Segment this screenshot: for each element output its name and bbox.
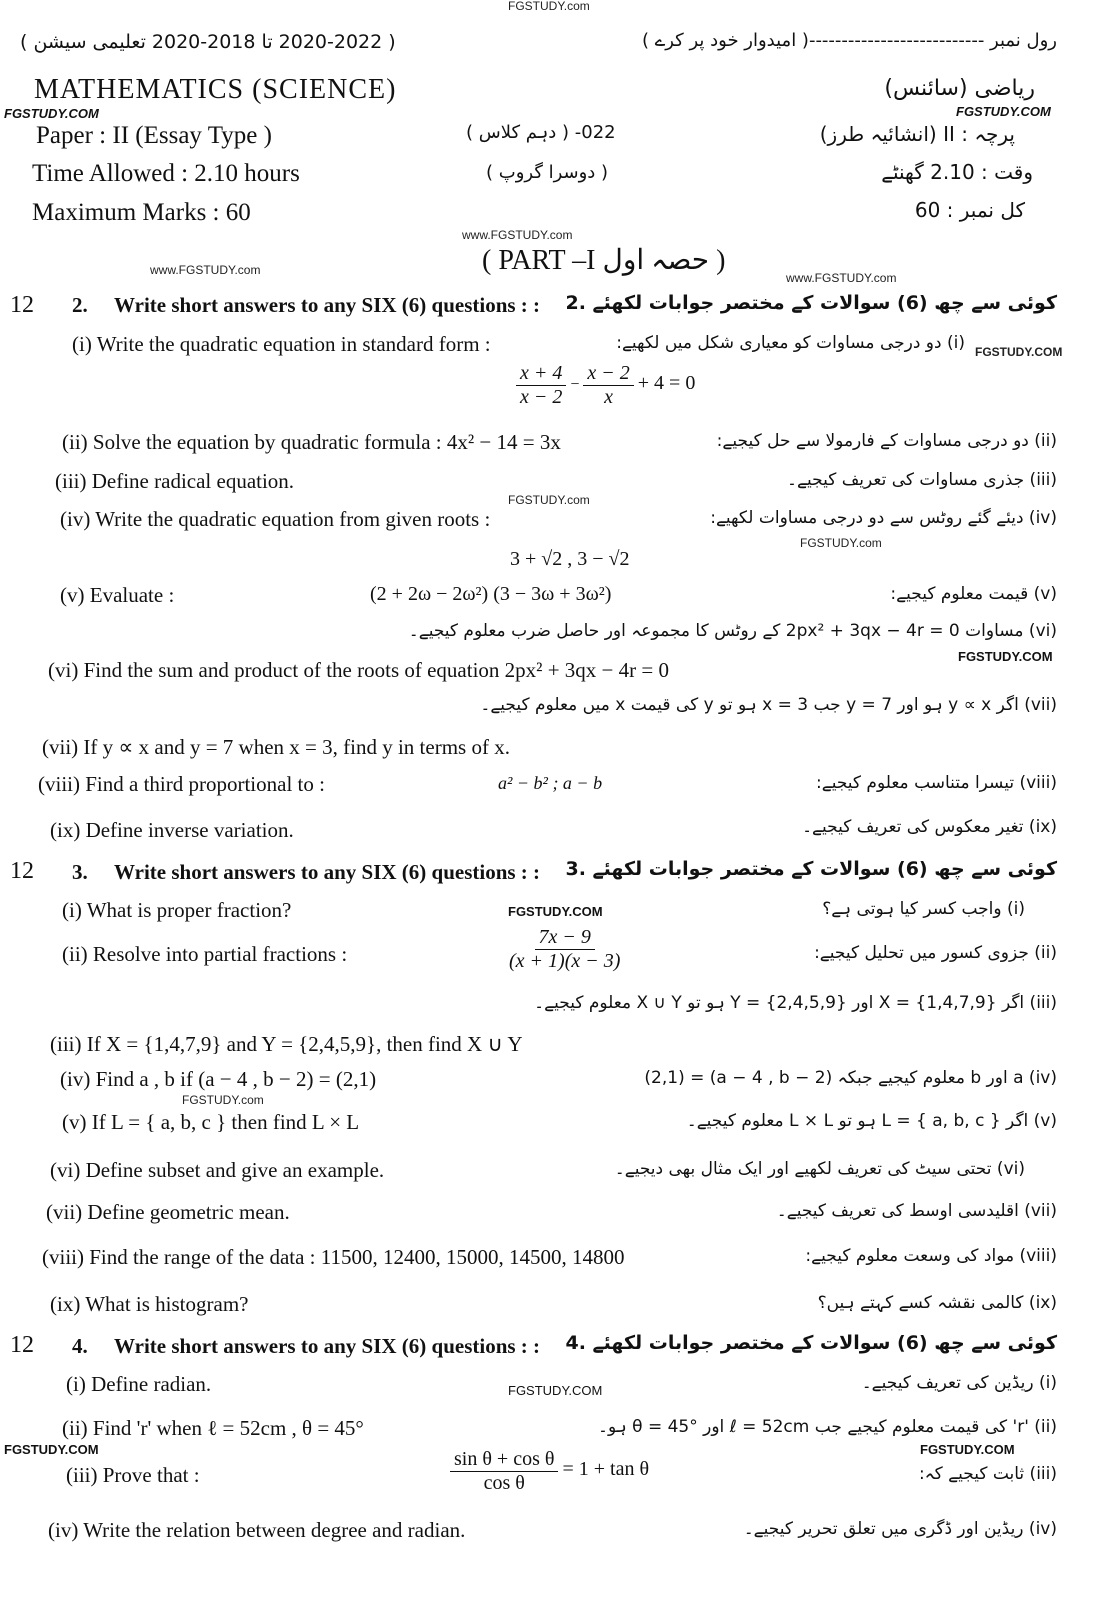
q4-item-urdu: (i) ریڈین کی تعریف کیجیے۔ — [861, 1373, 1057, 1393]
q3-item: (ii) Resolve into partial fractions : — [62, 942, 348, 966]
q4-title-urdu: کوئی سے چھ (6) سوالات کے مختصر جوابات لکھئے .4 — [565, 1332, 1057, 1354]
numerator: x + 4 — [516, 362, 566, 386]
q3-item-urdu: (vi) تحتی سیٹ کی تعریف لکھیے اور ایک مثال بھی دیجیے۔ — [614, 1159, 1025, 1179]
group-label: ( دوسرا گروپ ) — [486, 162, 609, 183]
given-roots: 3 + √2 , 3 − √2 — [510, 548, 630, 570]
paper-info-urdu: پرچہ : II (انشائیہ طرز) — [819, 122, 1015, 146]
denominator: (x + 1)(x − 3) — [509, 950, 621, 972]
q2-item: (iii) Define radical equation. — [55, 469, 295, 493]
q3-item-urdu: (v) اگر L = { a, b, c } ہو تو L × L معلوم کیجیے۔ — [686, 1111, 1057, 1131]
q3-item: (v) If L = { a, b, c } then find L × L — [62, 1110, 360, 1134]
q4-item: (ii) Find 'r' when ℓ = 52cm , θ = 45° — [62, 1416, 364, 1440]
q2-item: (viii) Find a third proportional to : — [38, 772, 325, 796]
watermark: FGSTUDY.com — [508, 493, 590, 507]
q4-item-urdu: (iii) ثابت کیجیے کہ: — [918, 1464, 1057, 1484]
identity-rhs: = 1 + tan θ — [562, 1458, 650, 1481]
q2-item: (i) Write the quadratic equation in standard form : — [72, 332, 491, 356]
watermark: FGSTUDY.com — [800, 536, 882, 550]
numerator: 7x − 9 — [535, 926, 595, 950]
subject-title-urdu: ریاضی (سائنس) — [884, 76, 1035, 101]
watermark: FGSTUDY.com — [182, 1093, 264, 1107]
q3-item-urdu: (vii) اقلیدسی اوسط کی تعریف کیجیے۔ — [776, 1201, 1057, 1221]
q3-title-urdu: کوئی سے چھ (6) سوالات کے مختصر جوابات لکھئے .3 — [565, 858, 1057, 880]
watermark: FGSTUDY.COM — [958, 649, 1053, 664]
q3-item: (iii) If X = {1,4,7,9} and Y = {2,4,5,9}, then find X ∪ Y — [50, 1032, 523, 1056]
q4-item: (iv) Write the relation between degree and radian. — [48, 1518, 466, 1542]
q3-item: (iv) Find a , b if (a − 4 , b − 2) = (2,1) — [60, 1067, 377, 1091]
q3-item-urdu: (ix) کالمی نقشہ کسے کہتے ہیں؟ — [817, 1293, 1057, 1313]
q2-item-urdu: (ix) تغیر معکوس کی تعریف کیجیے۔ — [802, 817, 1057, 837]
denominator: x — [604, 386, 614, 408]
watermark: FGSTUDY.COM — [4, 106, 99, 121]
watermark: FGSTUDY.COM — [508, 1383, 603, 1398]
q3-item: (viii) Find the range of the data : 11500, 12400, 15000, 14500, 14800 — [42, 1245, 625, 1269]
q3-item: (i) What is proper fraction? — [62, 898, 292, 922]
q3-item-urdu: (iii) اگر X = {1,4,7,9} اور Y = {2,4,5,9} ہو تو X ∪ Y معلوم کیجیے۔ — [534, 993, 1057, 1013]
roll-number-field: رول نمبر ---------------------------( امیدوار خود پر کرے ) — [641, 30, 1057, 51]
q2-item-urdu: (iv) دیئے گئے روٹس سے دو درجی مساوات لکھیے: — [710, 508, 1057, 528]
denominator: cos θ — [483, 1472, 525, 1494]
q2-item: (vii) If y ∝ x and y = 7 when x = 3, find y in terms of x. — [42, 735, 510, 759]
equation-rest: + 4 = 0 — [637, 372, 696, 395]
partial-fraction — [505, 926, 624, 973]
q4-item-urdu: (ii) 'r' کی قیمت معلوم کیجیے جب ℓ = 52cm اور θ = 45° ہو۔ — [598, 1417, 1057, 1437]
q2-item-urdu: (ii) دو درجی مساوات کے فارمولا سے حل کیجیے: — [716, 431, 1057, 451]
maximum-marks-urdu: کل نمبر : 60 — [914, 198, 1025, 222]
q4-item: (i) Define radian. — [66, 1372, 212, 1396]
time-allowed-urdu: وقت : 2.10 گھنٹے — [881, 160, 1033, 184]
q2-item: (vi) Find the sum and product of the roots of equation 2px² + 3qx − 4r = 0 — [48, 658, 669, 682]
prove-identity — [446, 1448, 649, 1495]
q3-marks: 12 — [10, 858, 34, 884]
watermark: FGSTUDY.COM — [508, 904, 603, 919]
q2-item-urdu: (iii) جذری مساوات کی تعریف کیجیے۔ — [787, 470, 1057, 490]
watermark: www.FGSTUDY.com — [786, 271, 897, 285]
watermark: FGSTUDY.com — [508, 0, 590, 13]
q3-number: 3. — [72, 860, 88, 884]
watermark: www.FGSTUDY.com — [150, 263, 261, 277]
q3-item: (vi) Define subset and give an example. — [50, 1158, 385, 1182]
q2-item-urdu: (vi) مساوات 2px² + 3qx − 4r = 0 کے روٹس کا مجموعہ اور حاصل ضرب معلوم کیجیے۔ — [408, 621, 1057, 641]
session-years — [20, 28, 396, 55]
time-allowed: Time Allowed : 2.10 hours — [32, 160, 300, 187]
numerator: sin θ + cos θ — [450, 1448, 558, 1472]
q2-item: (iv) Write the quadratic equation from given roots : — [60, 507, 491, 531]
watermark: FGSTUDY.COM — [975, 345, 1063, 359]
watermark: www.FGSTUDY.com — [462, 228, 573, 242]
equation-i: $\frac{x + 4}{x - 2}$ − $\frac{x - 2}{x}$ + 4 = 0 — [512, 362, 695, 409]
q2-title-urdu: کوئی سے چھ (6) سوالات کے مختصر جوابات لکھئے .2 — [565, 292, 1057, 314]
maximum-marks: Maximum Marks : 60 — [32, 199, 251, 226]
q2-item: (ii) Solve the equation by quadratic formula : 4x² − 14 = 3x — [62, 430, 561, 454]
evaluate-expression: (2 + 2ω − 2ω²) (3 − 3ω + 3ω²) — [370, 583, 612, 605]
q3-item-urdu: (i) واجب کسر کیا ہوتی ہے؟ — [822, 899, 1025, 919]
q3-item: (vii) Define geometric mean. — [46, 1200, 290, 1224]
third-proportional-terms: a² − b² ; a − b — [498, 773, 603, 793]
subject-title: MATHEMATICS (SCIENCE) — [34, 74, 397, 105]
watermark: FGSTUDY.COM — [956, 104, 1051, 119]
q3-item-urdu: (ii) جزوی کسور میں تحلیل کیجیے: — [814, 943, 1057, 963]
q2-item-urdu: (vii) اگر y ∝ x ہو اور y = 7 جب x = 3 ہو تو y کی قیمت x میں معلوم کیجیے۔ — [480, 695, 1057, 715]
q3-item-urdu: (iv) a اور b معلوم کیجیے جبکہ (a − 4 , b − 2) = (2,1) — [644, 1068, 1057, 1088]
q2-marks: 12 — [10, 292, 34, 318]
q2-title: Write short answers to any SIX (6) questions : : — [114, 293, 541, 317]
q3-title: Write short answers to any SIX (6) questions : : — [114, 860, 541, 884]
numerator: x − 2 — [583, 362, 633, 386]
q4-number: 4. — [72, 1334, 88, 1358]
q2-item: (v) Evaluate : — [60, 583, 175, 607]
watermark: FGSTUDY.COM — [4, 1442, 99, 1457]
paper-code: 022- ( دہم کلاس ) — [466, 122, 616, 143]
paper-info: Paper : II (Essay Type ) — [36, 122, 272, 149]
session-text: ( 2020-2022 تا 2018-2020 تعلیمی سیشن ) — [20, 31, 396, 53]
q4-item-urdu: (iv) ریڈین اور ڈگری میں تعلق تحریر کیجیے۔ — [743, 1519, 1057, 1539]
q2-item-urdu: (v) قیمت معلوم کیجیے: — [890, 584, 1057, 604]
q2-number: 2. — [72, 293, 88, 317]
q2-item-urdu: (i) دو درجی مساوات کو معیاری شکل میں لکھیے: — [616, 333, 965, 353]
q2-item-urdu: (viii) تیسرا متناسب معلوم کیجیے: — [816, 773, 1057, 793]
q2-item: (ix) Define inverse variation. — [50, 818, 294, 842]
watermark: FGSTUDY.COM — [920, 1442, 1015, 1457]
q3-item-urdu: (viii) مواد کی وسعت معلوم کیجیے: — [805, 1246, 1057, 1266]
q3-item: (ix) What is histogram? — [50, 1292, 249, 1316]
q4-marks: 12 — [10, 1332, 34, 1358]
q4-title: Write short answers to any SIX (6) questions : : — [114, 1334, 541, 1358]
q4-item: (iii) Prove that : — [66, 1463, 200, 1487]
part-heading: ( PART –I حصہ اول ) — [482, 245, 726, 276]
denominator: x − 2 — [520, 386, 563, 408]
